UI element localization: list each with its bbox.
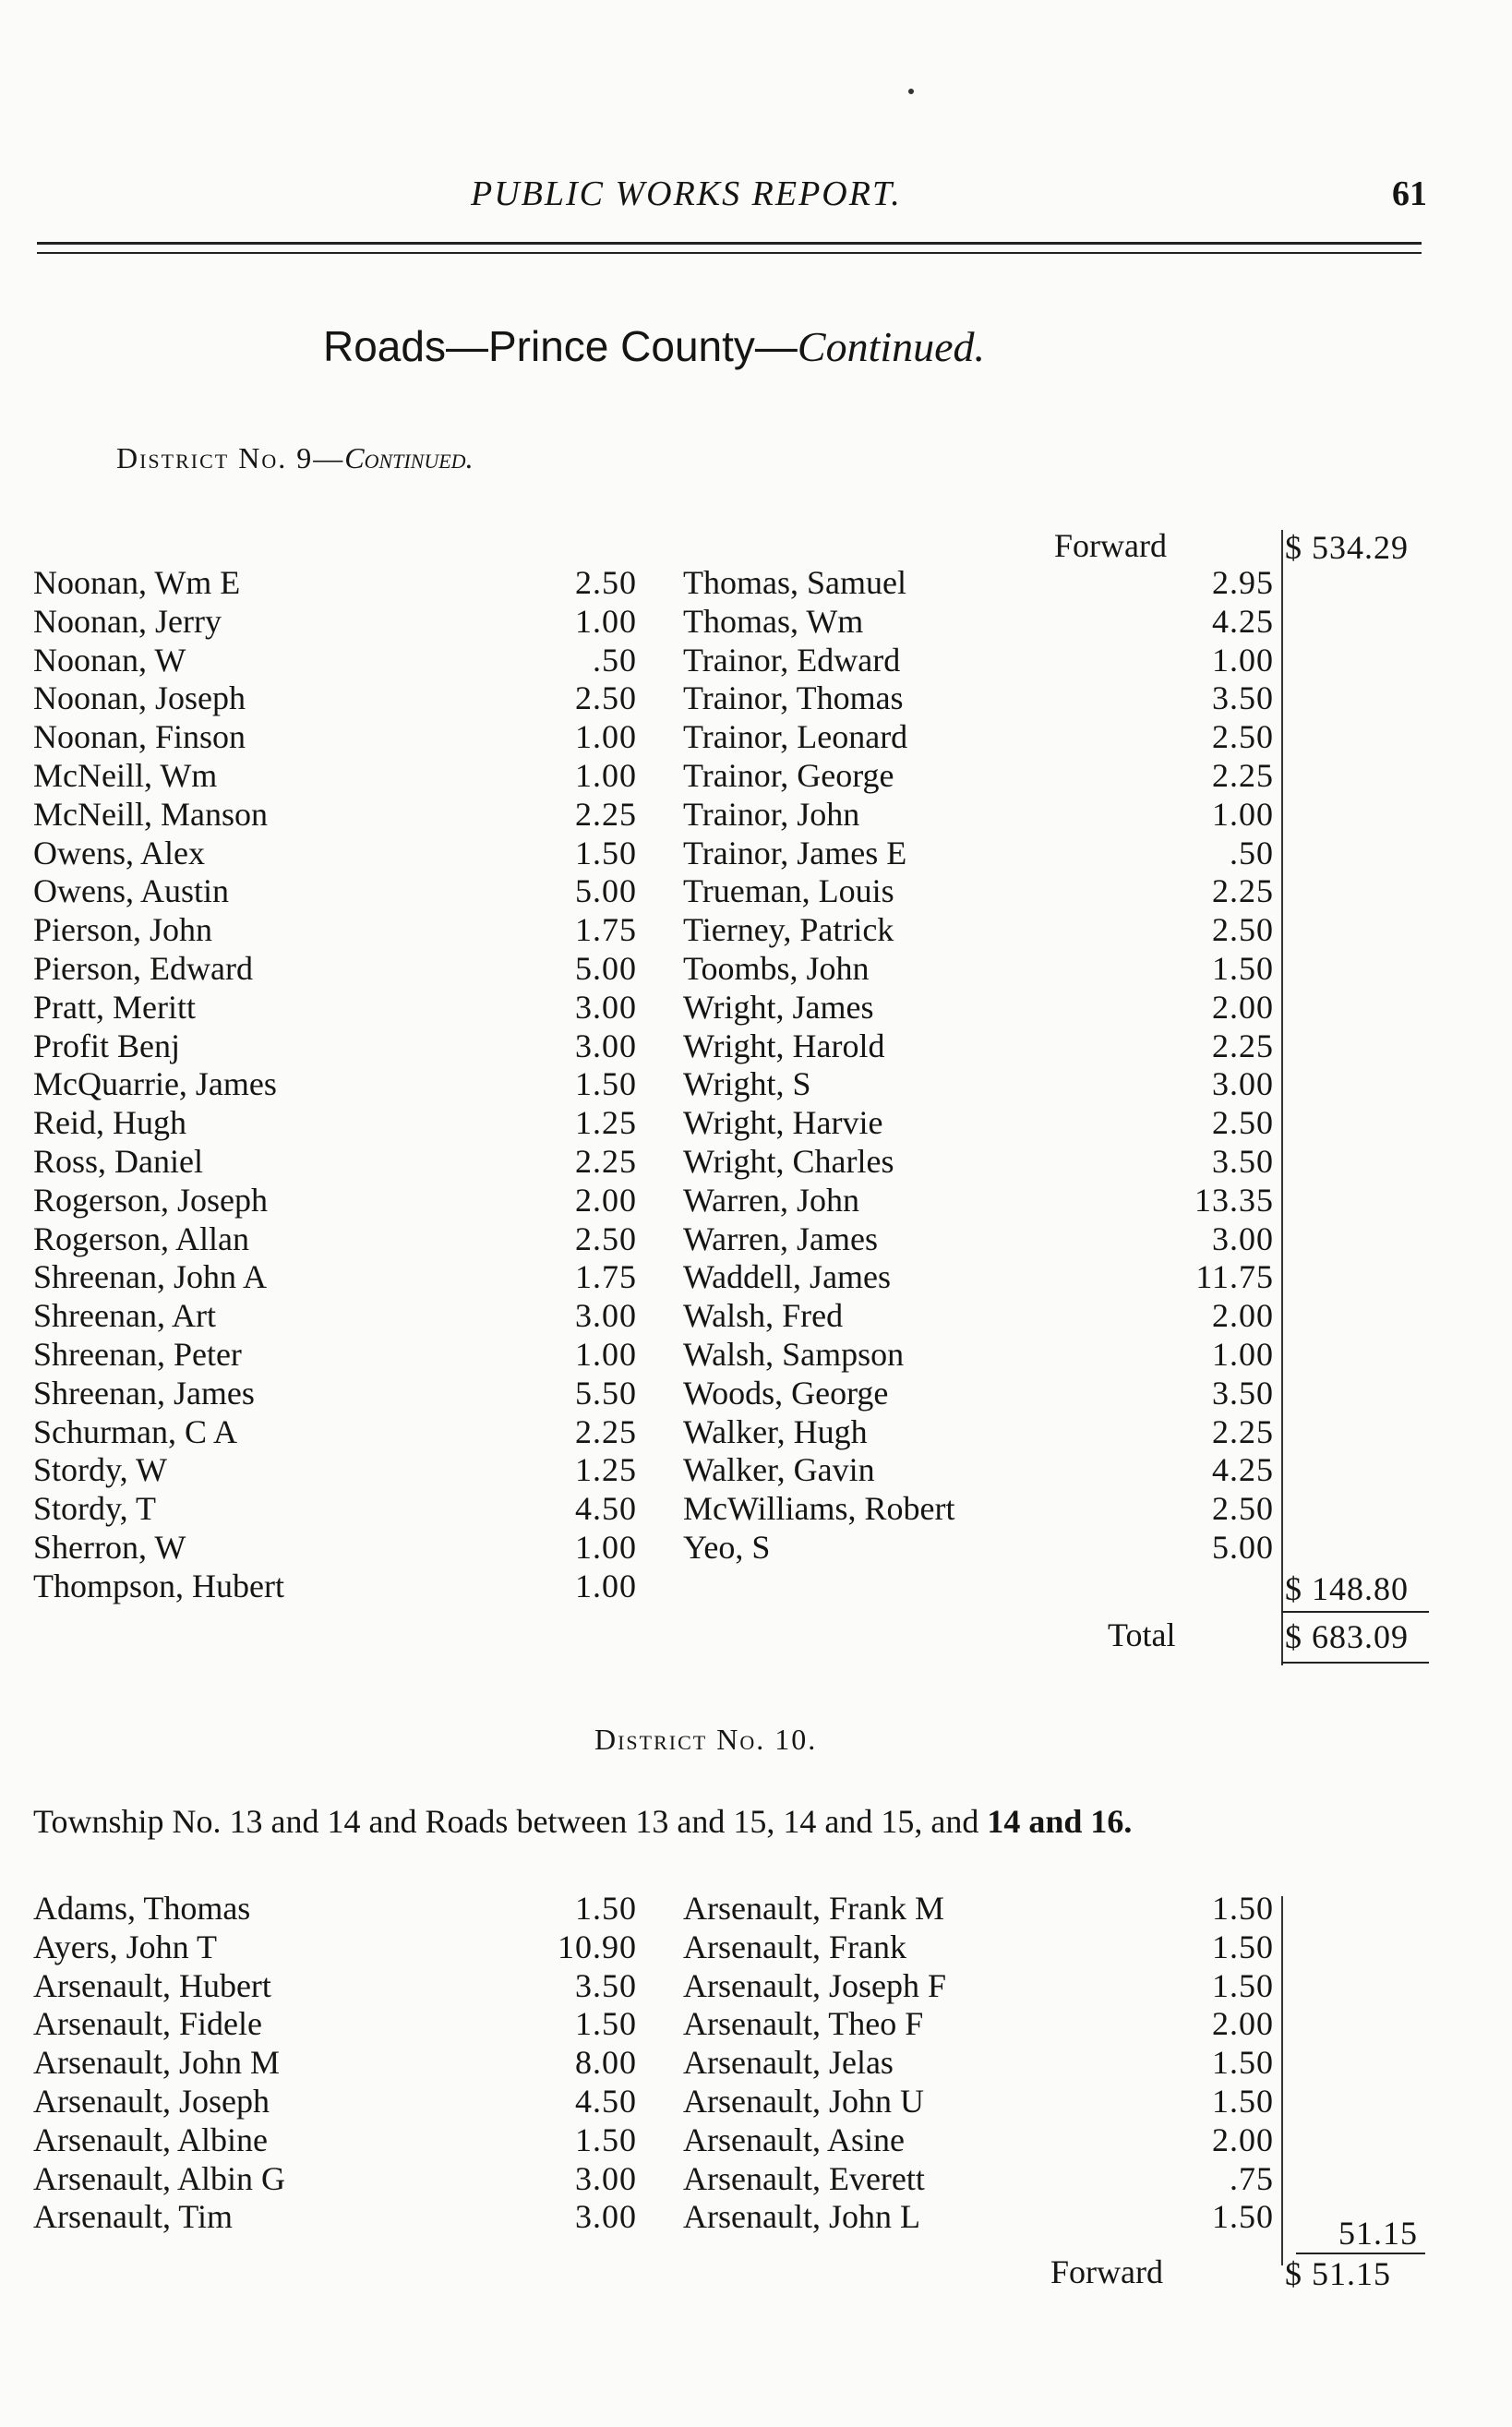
right-entry-name: Arsenault, Theo F [683,2005,924,2043]
left-entry-amount: 1.00 [575,1529,637,1566]
right-entry-name: Arsenault, Frank M [683,1890,944,1927]
left-entry-amount: 2.25 [575,1143,637,1180]
section-title-italic: Continued. [797,323,986,370]
right-entry-name: Walsh, Sampson [683,1336,905,1373]
right-entry-name: Arsenault, John L [683,2198,920,2236]
left-entry-name: Schurman, C A [33,1412,237,1450]
left-entry-name: Pratt, Meritt [33,988,196,1026]
left-entry-name: Rogerson, Allan [33,1220,249,1257]
district-9-total-amount: $ 683.09 [1285,1618,1409,1655]
right-entry-amount: 2.00 [1212,2121,1274,2158]
left-entry-name: Arsenault, Tim [33,2198,234,2236]
table-row [0,2121,1512,2159]
right-entry-name: Trainor, Edward [683,641,901,679]
left-entry-amount: 1.00 [575,757,637,794]
left-entry-amount: 3.50 [575,1966,637,2004]
right-entry-name: Trainor, Thomas [683,679,904,717]
left-entry-amount: 1.50 [575,2121,637,2158]
right-entry-name: Wright, Charles [683,1143,894,1180]
table-row [0,1335,1512,1374]
right-entry-name: Toombs, John [683,950,870,987]
district-10-heading: District No. 10. [594,1723,818,1756]
right-entry-amount: 1.50 [1212,2198,1274,2236]
left-entry-amount: 1.25 [575,1451,637,1489]
left-entry-amount: 5.50 [575,1374,637,1412]
running-head [0,174,1512,220]
left-entry-name: Profit Benj [33,1027,180,1064]
left-entry-amount: 1.50 [575,1065,637,1103]
left-entry-amount: 8.00 [575,2044,637,2082]
table-row [0,717,1512,756]
table-row [0,2082,1512,2121]
district-10-subtotal: 51.15 [1338,2215,1418,2252]
right-entry-amount: 2.50 [1212,1104,1274,1142]
township-description [33,1802,1132,1841]
left-entry-name: Ayers, John T [33,1928,218,1965]
right-entry-amount: 2.00 [1212,1297,1274,1335]
left-entry-name: Noonan, Wm E [33,564,241,601]
right-entry-amount: 3.50 [1212,1374,1274,1412]
right-entry-amount: 1.00 [1212,1336,1274,1373]
right-entry-amount: 2.25 [1212,1412,1274,1450]
right-entry-name: Trainor, John [683,795,860,833]
township-text-bold: 14 and 16. [987,1803,1133,1840]
left-entry-name: Stordy, T [33,1490,157,1528]
right-entry-amount: 2.50 [1212,911,1274,949]
left-entry-name: Shreenan, Art [33,1297,216,1335]
district-9-forward-amount: $ 534.29 [1285,529,1409,566]
left-entry-amount: 5.00 [575,950,637,987]
right-entry-amount: 2.50 [1212,718,1274,756]
table-row [0,563,1512,602]
header-rule-bottom [37,252,1422,254]
right-entry-amount: 1.50 [1212,1966,1274,2004]
table-row [0,1181,1512,1220]
right-entry-amount: 5.00 [1212,1529,1274,1566]
table-row [0,756,1512,795]
right-entry-name: Warren, John [683,1181,860,1219]
right-entry-amount: 1.50 [1212,2083,1274,2120]
right-entry-amount: 4.25 [1212,602,1274,640]
left-entry-amount: 2.50 [575,564,637,601]
header-rule-top [37,242,1422,245]
right-entry-amount: 1.50 [1212,950,1274,987]
right-entry-name: Trainor, James E [683,834,907,871]
left-entry-amount: 10.90 [558,1928,637,1965]
left-entry-name: Arsenault, Albin G [33,2159,285,2197]
left-entry-amount: 4.50 [575,1490,637,1528]
right-entry-amount: 2.25 [1212,1027,1274,1064]
right-entry-name: Arsenault, Joseph F [683,1966,946,2004]
table-row [0,795,1512,834]
table-row [0,1928,1512,1966]
left-entry-name: Shreenan, John A [33,1258,267,1296]
right-entry-name: Wright, Harvie [683,1104,883,1142]
right-entry-amount: 3.00 [1212,1065,1274,1103]
right-entry-name: Trainor, Leonard [683,718,908,756]
left-entry-amount: 1.50 [575,834,637,871]
left-entry-amount: 1.00 [575,602,637,640]
right-entry-amount: 3.50 [1212,1143,1274,1180]
right-entry-name: Walker, Hugh [683,1412,868,1450]
right-entry-amount: 2.25 [1212,872,1274,910]
table-row [0,1528,1512,1567]
district-10-forward-label: Forward [1050,2253,1163,2290]
left-entry-name: Stordy, W [33,1451,168,1489]
left-entry-amount: 1.00 [575,1336,637,1373]
left-entry-name: Owens, Alex [33,834,205,871]
table-row [0,1412,1512,1451]
left-entry-name: Pierson, Edward [33,950,253,987]
right-entry-amount: 1.00 [1212,641,1274,679]
left-entry-amount: 3.00 [575,988,637,1026]
left-entry-name: Arsenault, Hubert [33,1966,271,2004]
right-entry-amount: 4.25 [1212,1451,1274,1489]
table-row [0,1374,1512,1412]
ink-dot [908,89,914,94]
right-entry-name: Arsenault, Asine [683,2121,905,2158]
table-row [0,1450,1512,1489]
right-entry-name: Wright, James [683,988,874,1026]
right-entry-amount: 1.50 [1212,1890,1274,1927]
left-entry-name: Pierson, John [33,911,213,949]
left-entry-amount: 1.50 [575,1890,637,1927]
right-entry-amount: 2.00 [1212,988,1274,1026]
left-entry-name: Noonan, W [33,641,186,679]
district-9-label: District No. 9— [116,441,345,475]
left-entry-name: Thompson, Hubert [33,1567,284,1604]
right-entry-name: Wright, Harold [683,1027,885,1064]
right-entry-name: Thomas, Wm [683,602,864,640]
table-row [0,988,1512,1027]
table-row [0,1142,1512,1181]
left-entry-amount: 1.25 [575,1104,637,1142]
table-row [0,1889,1512,1928]
left-entry-name: Noonan, Jerry [33,602,222,640]
left-entry-name: Sherron, W [33,1529,186,1566]
table-row [0,2197,1512,2236]
page-number: 61 [1392,174,1427,213]
right-entry-name: Thomas, Samuel [683,564,906,601]
table-row [0,641,1512,679]
left-entry-name: Adams, Thomas [33,1890,251,1927]
right-entry-name: Yeo, S [683,1529,771,1566]
right-entry-name: Arsenault, Everett [683,2159,925,2197]
left-entry-name: Ross, Daniel [33,1143,203,1180]
left-entry-amount: 2.25 [575,795,637,833]
table-row [0,1966,1512,2005]
table-row [0,949,1512,988]
district-9-forward-label: Forward [1054,527,1167,564]
left-entry-name: Noonan, Joseph [33,679,246,717]
right-entry-amount: .50 [1230,834,1274,871]
table-row [0,1489,1512,1528]
left-entry-amount: 3.00 [575,2159,637,2197]
left-entry-amount: 1.75 [575,911,637,949]
left-entry-amount: 3.00 [575,1027,637,1064]
right-entry-name: Warren, James [683,1220,879,1257]
left-entry-amount: 2.00 [575,1181,637,1219]
table-row [0,1103,1512,1142]
table-row [0,602,1512,641]
left-entry-amount: .50 [593,641,637,679]
left-entry-amount: 3.00 [575,1297,637,1335]
table-row [0,2004,1512,2043]
right-entry-name: Walker, Gavin [683,1451,875,1489]
left-entry-amount: 2.50 [575,679,637,717]
total-underline [1281,1662,1429,1664]
left-entry-name: Noonan, Finson [33,718,246,756]
left-entry-amount: 3.00 [575,2198,637,2236]
district-9-subtotal: $ 148.80 [1285,1570,1409,1607]
left-entry-amount: 1.00 [575,718,637,756]
right-entry-amount: 13.35 [1194,1181,1274,1219]
table-row [0,679,1512,717]
table-row [0,1257,1512,1296]
left-entry-amount: 1.75 [575,1258,637,1296]
subtotal-underline [1281,1611,1429,1613]
right-entry-name: Trueman, Louis [683,872,894,910]
right-entry-amount: .75 [1230,2159,1274,2197]
right-entry-amount: 2.00 [1212,2005,1274,2043]
right-entry-amount: 3.00 [1212,1220,1274,1257]
left-entry-amount: 2.25 [575,1412,637,1450]
left-entry-name: Owens, Austin [33,872,230,910]
table-row [0,2159,1512,2198]
left-entry-name: McNeill, Wm [33,757,218,794]
right-entry-name: Waddell, James [683,1258,892,1296]
right-entry-amount: 1.50 [1212,2044,1274,2082]
right-entry-name: McWilliams, Robert [683,1490,955,1528]
district-10-forward-amount: $ 51.15 [1285,2255,1391,2292]
right-entry-name: Trainor, George [683,757,894,794]
right-entry-amount: 2.50 [1212,1490,1274,1528]
district-9-continued: Continued. [344,441,474,475]
table-row [0,910,1512,949]
table-row [0,1064,1512,1103]
left-entry-amount: 1.00 [575,1567,637,1604]
right-entry-name: Woods, George [683,1374,889,1412]
right-entry-amount: 11.75 [1195,1258,1274,1296]
right-entry-amount: 3.50 [1212,679,1274,717]
district-9-total-label: Total [1108,1616,1176,1653]
left-entry-name: Shreenan, James [33,1374,255,1412]
left-entry-name: Arsenault, John M [33,2044,280,2082]
township-text: Township No. 13 and 14 and Roads between 13 and 15, 14 and 15, and [33,1803,988,1840]
right-entry-amount: 2.95 [1212,564,1274,601]
table-row [0,1027,1512,1065]
right-entry-name: Wright, S [683,1065,811,1103]
left-entry-name: Rogerson, Joseph [33,1181,268,1219]
section-title-main: Roads—Prince County— [323,322,798,370]
right-entry-amount: 1.00 [1212,795,1274,833]
left-entry-name: Arsenault, Albine [33,2121,268,2158]
right-entry-amount: 1.50 [1212,1928,1274,1965]
table-row [0,1296,1512,1335]
district-9-heading [116,441,474,475]
table-row [0,834,1512,872]
left-entry-name: Arsenault, Fidele [33,2005,262,2043]
table-row [0,871,1512,910]
table-row [0,1220,1512,1258]
right-entry-name: Arsenault, Jelas [683,2044,894,2082]
right-entry-amount: 2.25 [1212,757,1274,794]
right-entry-name: Walsh, Fred [683,1297,844,1335]
left-entry-amount: 4.50 [575,2083,637,2120]
left-entry-amount: 1.50 [575,2005,637,2043]
right-entry-name: Arsenault, Frank [683,1928,906,1965]
left-entry-amount: 2.50 [575,1220,637,1257]
left-entry-name: McNeill, Manson [33,795,268,833]
left-entry-amount: 5.00 [575,872,637,910]
running-title: PUBLIC WORKS REPORT. [471,174,902,213]
left-entry-name: Shreenan, Peter [33,1336,242,1373]
left-entry-name: McQuarrie, James [33,1065,277,1103]
right-entry-name: Arsenault, John U [683,2083,924,2120]
table-row [0,2043,1512,2082]
section-title [323,321,985,371]
left-entry-name: Reid, Hugh [33,1104,186,1142]
left-entry-name: Arsenault, Joseph [33,2083,270,2120]
right-entry-name: Tierney, Patrick [683,911,894,949]
